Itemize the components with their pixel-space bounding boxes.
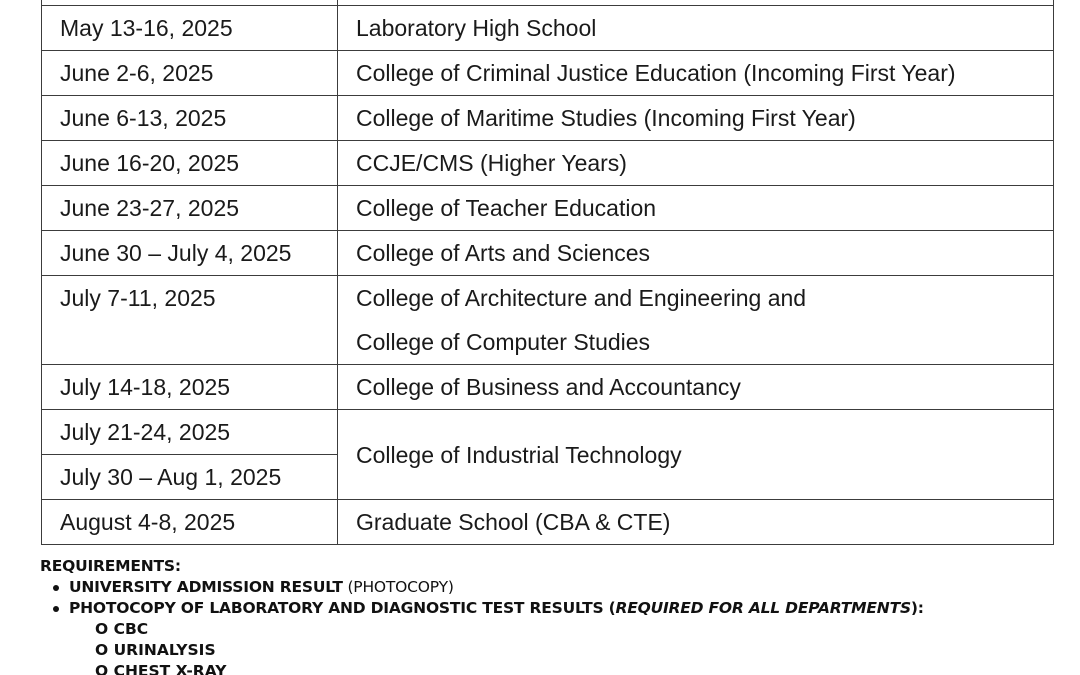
date-cell: July 14-18, 2025 xyxy=(42,365,338,410)
bullet-icon xyxy=(53,606,59,612)
table-row xyxy=(42,365,1054,410)
requirement-note: (PHOTOCOPY) xyxy=(342,578,454,596)
lab-test-item: O CHEST X-RAY xyxy=(95,662,227,675)
table-row xyxy=(42,231,1054,276)
department-line: College of Architecture and Engineering and xyxy=(356,285,807,311)
department-cell xyxy=(338,276,1054,365)
department-line: College of Computer Studies xyxy=(356,329,651,355)
department-cell: College of Arts and Sciences xyxy=(338,231,1054,276)
table-row xyxy=(42,6,1054,51)
department-cell: College of Business and Accountancy xyxy=(338,365,1054,410)
requirement-item xyxy=(40,598,1060,619)
date-cell: July 30 – Aug 1, 2025 xyxy=(42,455,338,500)
lab-tests-list xyxy=(40,619,1060,675)
schedule-table xyxy=(41,0,1054,545)
table-row xyxy=(42,186,1054,231)
table-row xyxy=(42,96,1054,141)
department-cell: Graduate School (CBA & CTE) xyxy=(338,500,1054,545)
department-cell: CCJE/CMS (Higher Years) xyxy=(338,141,1054,186)
date-cell: May 13-16, 2025 xyxy=(42,6,338,51)
requirements-list xyxy=(40,577,1060,619)
table-row xyxy=(42,410,1054,455)
date-cell: July 21-24, 2025 xyxy=(42,410,338,455)
requirements-section xyxy=(40,556,1060,675)
table-row xyxy=(42,51,1054,96)
date-cell: June 2-6, 2025 xyxy=(42,51,338,96)
date-cell: June 30 – July 4, 2025 xyxy=(42,231,338,276)
bullet-icon xyxy=(53,585,59,591)
lab-test-item: O URINALYSIS xyxy=(95,641,216,659)
requirement-label: UNIVERSITY ADMISSION RESULT xyxy=(69,578,343,596)
requirements-heading: REQUIREMENTS: xyxy=(40,557,181,575)
date-cell: June 16-20, 2025 xyxy=(42,141,338,186)
date-cell: June 6-13, 2025 xyxy=(42,96,338,141)
table-row xyxy=(42,141,1054,186)
date-cell: June 23-27, 2025 xyxy=(42,186,338,231)
department-cell: College of Teacher Education xyxy=(338,186,1054,231)
requirement-label-end: ): xyxy=(910,599,924,617)
table-row xyxy=(42,500,1054,545)
department-cell: College of Criminal Justice Education (Incoming First Year) xyxy=(338,51,1054,96)
date-cell: August 4-8, 2025 xyxy=(42,500,338,545)
department-cell: College of Maritime Studies (Incoming First Year) xyxy=(338,96,1054,141)
requirement-emphasis: REQUIRED FOR ALL DEPARTMENTS xyxy=(615,599,911,617)
requirement-label: PHOTOCOPY OF LABORATORY AND DIAGNOSTIC TEST RESULTS ( xyxy=(69,599,616,617)
department-cell: Laboratory High School xyxy=(338,6,1054,51)
date-cell: July 7-11, 2025 xyxy=(42,276,338,365)
department-cell: College of Industrial Technology xyxy=(338,410,1054,500)
requirement-item xyxy=(40,577,1060,598)
table-row xyxy=(42,276,1054,365)
lab-test-item: O CBC xyxy=(95,620,149,638)
